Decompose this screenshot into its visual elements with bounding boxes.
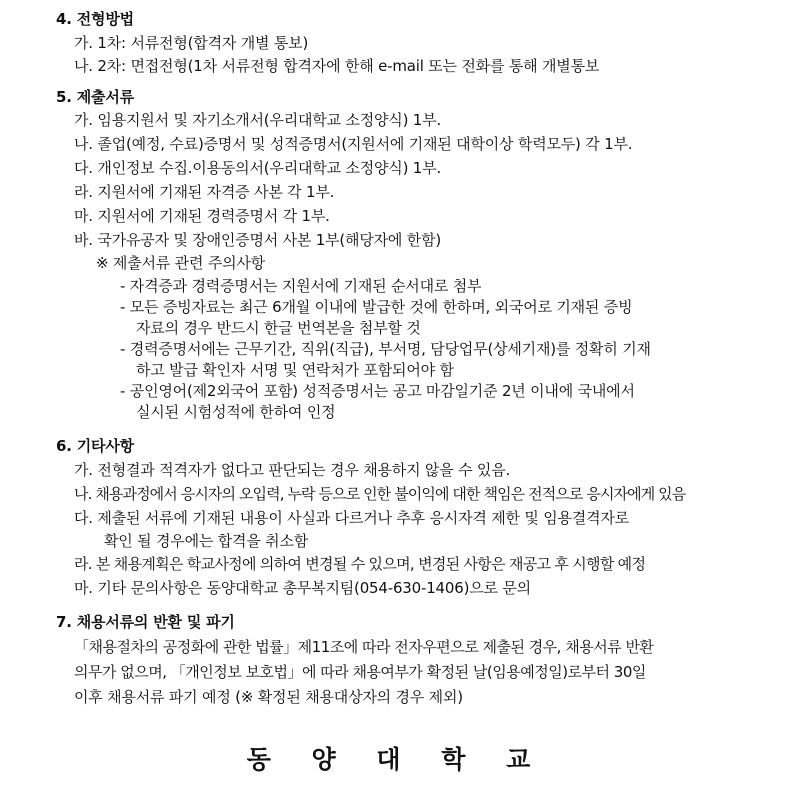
notice-item: - 경력증명서에는 근무기간, 직위(직급), 부서명, 담당업무(상세기재)를 정확히 기재 — [120, 340, 651, 358]
section-5-item: 바. 국가유공자 및 장애인증명서 사본 1부(해당자에 한함) — [74, 231, 442, 249]
section-6-item: 마. 기타 문의사항은 동양대학교 총무복지팀(054-630-1406)으로 문의 — [74, 579, 531, 597]
university-name: 동 양 대 학 교 — [246, 745, 547, 774]
section-5-item: 가. 임용지원서 및 자기소개서(우리대학교 소정양식) 1부. — [74, 111, 442, 129]
section-4-item: 나. 2차: 면접전형(1차 서류전형 합격자에 한해 e-mail 또는 전화를 통해 개별통보 — [74, 57, 600, 75]
section-5-item: 다. 개인정보 수집.이용동의서(우리대학교 소정양식) 1부. — [74, 159, 442, 177]
notice-item-continued: 하고 발급 확인자 서명 및 연락처가 포함되어야 함 — [136, 361, 454, 379]
section-6-item-continued: 확인 될 경우에는 합격을 취소함 — [104, 532, 309, 550]
notice-item: - 자격증과 경력증명서는 지원서에 기재된 순서대로 첨부 — [120, 277, 482, 295]
section-7-paragraph-line: 의무가 없으며, 「개인정보 보호법」에 따라 채용여부가 확정된 날(임용예정일)로부터 30일 — [74, 663, 646, 681]
section-4-item: 가. 1차: 서류전형(합격자 개별 통보) — [74, 34, 309, 52]
section-6-item: 다. 제출된 서류에 기재된 내용이 사실과 다르거나 추후 응시자격 제한 및 임용결격자로 — [74, 509, 629, 527]
section-6-item: 가. 전형결과 적격자가 없다고 판단되는 경우 채용하지 않을 수 있음. — [74, 461, 511, 479]
section-6-item: 라. 본 채용계획은 학교사정에 의하여 변경될 수 있으며, 변경된 사항은 재공고 후 시행할 예정 — [74, 555, 646, 573]
section-7-paragraph-line: 「채용절차의 공정화에 관한 법률」제11조에 따라 전자우편으로 제출된 경우, 채용서류 반환 — [74, 638, 654, 656]
notice-item-continued: 실시된 시험성적에 한하여 인정 — [136, 403, 336, 421]
section-6-item: 나. 채용과정에서 응시자의 오입력, 누락 등으로 인한 불이익에 대한 책임은 전적으로 응시자에게 있음 — [74, 485, 686, 503]
section-5-title: 5. 제출서류 — [56, 88, 134, 106]
section-5-item: 마. 지원서에 기재된 경력증명서 각 1부. — [74, 207, 330, 225]
section-7-paragraph-line: 이후 채용서류 파기 예정 (※ 확정된 채용대상자의 경우 제외) — [74, 688, 463, 706]
notice-item: - 모든 증빙자료는 최근 6개월 이내에 발급한 것에 한하며, 외국어로 기재된 증빙 — [120, 298, 633, 316]
section-4-title: 4. 전형방법 — [56, 10, 134, 28]
section-5-item: 라. 지원서에 기재된 자격증 사본 각 1부. — [74, 183, 335, 201]
section-7-title: 7. 채용서류의 반환 및 파기 — [56, 613, 235, 631]
notice-item: - 공인영어(제2외국어 포함) 성적증명서는 공고 마감일기준 2년 이내에 국내에서 — [120, 382, 635, 400]
section-5-item: 나. 졸업(예정, 수료)증명서 및 성적증명서(지원서에 기재된 대학이상 학력모두) 각 1부. — [74, 135, 633, 153]
section-6-title: 6. 기타사항 — [56, 437, 134, 455]
notice-title: ※ 제출서류 관련 주의사항 — [96, 254, 265, 272]
notice-item-continued: 자료의 경우 반드시 한글 번역본을 첨부할 것 — [136, 319, 421, 337]
